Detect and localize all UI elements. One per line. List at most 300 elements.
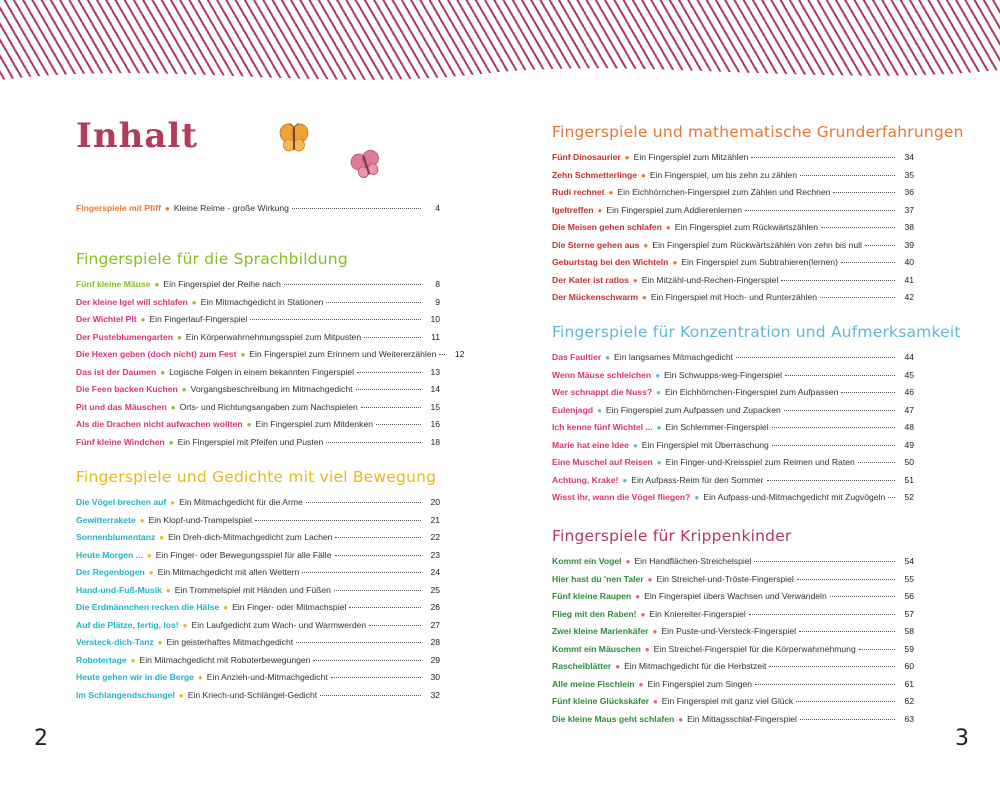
entry-page-number: 11 (431, 331, 440, 342)
entry-title: Igeltreffen (552, 204, 594, 215)
entry-description: Ein Finger- oder Bewegungsspiel für alle Fälle (155, 549, 332, 560)
entry-page-number: 52 (904, 492, 914, 502)
toc-entry[interactable] (552, 591, 914, 609)
entry-title: Zwei kleine Marienkäfer (552, 626, 649, 636)
entry-page-number: 24 (430, 567, 440, 577)
page-number-left: 2 (34, 726, 48, 751)
entry-title: Fünf kleine Glückskäfer (552, 696, 649, 706)
dot-leader (888, 497, 895, 498)
entry-page-number: 54 (904, 556, 914, 566)
entry-page-number: 14 (430, 384, 440, 394)
toc-entry[interactable] (76, 550, 440, 568)
entry-title: Eulenjagd (552, 404, 594, 415)
dot-leader (820, 297, 895, 298)
entry-page-number: 23 (430, 549, 440, 560)
entry-title: Der Regenbogen (76, 567, 145, 577)
dot-leader (799, 631, 895, 632)
entry-title: Der Mückenschwarm (552, 292, 638, 302)
entry-page-number: 15 (430, 401, 440, 412)
section-krippenkinder (552, 527, 914, 731)
entry-title: Ich kenne fünf Wichtel ... (552, 422, 653, 432)
bullet-dot-icon: ● (665, 223, 671, 232)
entry-description: Ein Fingerlauf-Fingerspiel (149, 314, 248, 324)
toc-entry[interactable] (76, 314, 440, 332)
entry-title: Gewitterrakete (76, 514, 136, 525)
entry-description: Kleine Reime - große Wirkung (173, 203, 289, 213)
toc-entry[interactable] (552, 222, 914, 240)
toc-entry[interactable] (552, 574, 914, 592)
dot-leader (830, 596, 895, 597)
entry-page-number: 34 (904, 152, 914, 162)
entry-title: Heute Morgen ... (76, 549, 143, 560)
entry-description: Ein geisterhaftes Mitmachgedicht (166, 637, 294, 647)
toc-entry[interactable] (76, 567, 440, 585)
toc-entry[interactable] (76, 332, 440, 350)
section-heading: Fingerspiele für Konzentration und Aufmerksamkeit (552, 323, 961, 341)
entry-title: Die Vögel brechen auf (76, 497, 167, 507)
bullet-dot-icon: ● (165, 585, 171, 595)
section-mathematik (552, 123, 964, 310)
entry-page-number: 51 (904, 474, 914, 485)
entry-page-number: 58 (904, 626, 914, 636)
entry-title: Wisst ihr, wann die Vögel fliegen? (552, 492, 691, 502)
entry-page-number: 57 (904, 608, 914, 619)
bullet-dot-icon: ● (597, 405, 602, 415)
entry-title: Fingerspiele mit Pfiff (76, 203, 161, 213)
entry-page-number: 20 (430, 497, 440, 507)
bullet-dot-icon: ● (632, 275, 638, 285)
entry-description: Orts- und Richtungsangaben zum Nachspielen (179, 401, 358, 412)
entry-page-number: 29 (430, 654, 440, 665)
dot-leader (772, 427, 895, 428)
entry-page-number: 27 (430, 619, 440, 630)
bullet-dot-icon: ● (656, 423, 662, 432)
entry-description: Ein Aufpass-Reim für den Sommer (631, 474, 764, 485)
dot-leader (749, 614, 895, 615)
entry-page-number: 59 (904, 643, 914, 654)
toc-entry[interactable] (76, 402, 440, 420)
entry-title: Die Feen backen Kuchen (76, 384, 178, 394)
entry-description: Ein Mittagsschlaf-Fingerspiel (687, 713, 797, 724)
bullet-dot-icon: ● (647, 574, 653, 584)
page-number-right: 3 (955, 726, 969, 751)
toc-entry[interactable] (552, 626, 914, 644)
dot-leader (357, 372, 421, 373)
entry-title: Hier hast du 'nen Taler (552, 573, 644, 584)
toc-entry[interactable] (552, 714, 914, 732)
dot-leader (785, 375, 895, 376)
dot-leader (745, 210, 895, 211)
entry-page-number: 38 (904, 222, 914, 232)
dot-leader (292, 208, 421, 209)
dot-leader (769, 666, 895, 667)
toc-entry[interactable] (552, 457, 914, 475)
dot-leader (751, 157, 895, 158)
entry-title: Geburtstag bei den Wichteln (552, 257, 669, 267)
entry-description: Ein Fingerspiel zum Rückwärtszählen von zehn bis null (652, 239, 862, 250)
section-heading: Fingerspiele und mathematische Grunderfahrungen (552, 123, 964, 141)
entry-description: Ein Mitzähl-und-Rechen-Fingerspiel (641, 274, 779, 285)
entry-page-number: 60 (904, 661, 914, 671)
entry-page-number: 37 (904, 204, 914, 215)
entry-page-number: 21 (430, 514, 440, 525)
entry-page-number: 49 (904, 439, 914, 450)
dot-leader (841, 262, 895, 263)
entry-description: Ein Fingerspiel mit ganz viel Glück (661, 696, 794, 706)
entry-page-number: 61 (904, 678, 914, 689)
entry-description: Ein Mitmachgedicht für die Herbstzeit (624, 661, 767, 671)
bullet-dot-icon: ● (624, 153, 630, 162)
entry-page-number: 42 (904, 292, 914, 302)
entry-page-number: 41 (904, 274, 914, 285)
bullet-dot-icon: ● (159, 533, 165, 542)
bullet-dot-icon: ● (146, 550, 152, 560)
toc-entry[interactable] (552, 205, 914, 223)
dot-leader (755, 684, 895, 685)
entry-description: Ein Streichel-Fingerspiel für die Körperwahrnehmung (653, 643, 856, 654)
entry-title: Eine Muschel auf Reisen (552, 457, 653, 467)
toc-entry[interactable] (552, 240, 914, 258)
toc-entry[interactable] (76, 297, 440, 315)
bullet-dot-icon: ● (197, 673, 203, 682)
section-heading: Fingerspiele und Gedichte mit viel Bewegung (76, 468, 437, 486)
toc-entry[interactable] (76, 690, 440, 708)
bullet-dot-icon: ● (608, 188, 614, 197)
toc-entry[interactable] (552, 440, 914, 458)
bullet-dot-icon: ● (176, 332, 182, 342)
dot-leader (296, 642, 421, 643)
dot-leader (736, 357, 895, 358)
entry-description: Ein Anzieh-und-Mitmachgedicht (206, 672, 328, 682)
entry-page-number: 12 (454, 349, 465, 359)
section-konzentration (552, 323, 961, 510)
bullet-dot-icon: ● (640, 609, 646, 619)
entry-page-number: 48 (904, 422, 914, 432)
section-bewegung (76, 468, 440, 707)
dot-leader (349, 607, 421, 608)
dot-leader (326, 302, 421, 303)
entry-page-number: 46 (904, 387, 914, 397)
dot-leader (833, 192, 895, 193)
entry-description: Ein Handflächen-Streichelspiel (634, 556, 752, 566)
toc-entry[interactable] (76, 672, 440, 690)
entry-title: Kommt ein Mäuschen (552, 643, 641, 654)
toc-entry[interactable] (552, 661, 914, 679)
entry-description: Ein Fingerspiel zum Rückwärtszählen (674, 222, 818, 232)
toc-entry[interactable] (76, 620, 440, 638)
bullet-dot-icon: ● (157, 638, 163, 647)
entry-title: Fünf kleine Mäuse (76, 279, 151, 289)
bullet-dot-icon: ● (140, 315, 146, 324)
bullet-dot-icon: ● (622, 475, 628, 485)
toc-entry[interactable] (552, 370, 914, 388)
entry-description: Vorgangsbeschreibung im Mitmachgedicht (190, 384, 353, 394)
bullet-dot-icon: ● (160, 367, 166, 377)
dot-leader (369, 625, 421, 626)
entry-page-number: 56 (904, 591, 914, 601)
entry-page-number: 30 (430, 672, 440, 682)
dot-leader (255, 520, 421, 521)
entry-description: Ein Mitmachgedicht mit allen Wettern (157, 567, 300, 577)
bullet-dot-icon: ● (656, 388, 661, 397)
entry-title: Das ist der Daumen (76, 366, 157, 377)
bullet-dot-icon: ● (240, 350, 246, 359)
page-title: Inhalt (76, 116, 198, 156)
bullet-dot-icon: ● (605, 353, 611, 362)
entry-title: Der Kater ist ratlos (552, 274, 629, 285)
entry-title: Der Wichtel Pit (76, 314, 137, 324)
entry-description: Ein Schwupps-weg-Fingerspiel (664, 369, 783, 380)
entry-title: Pit und das Mäuschen (76, 401, 167, 412)
entry-page-number: 13 (430, 366, 440, 377)
toc-entry[interactable] (552, 475, 914, 493)
dot-leader (361, 407, 421, 408)
toc-entry[interactable] (552, 556, 914, 574)
section-heading: Fingerspiele für Krippenkinder (552, 527, 792, 545)
entry-page-number: 39 (904, 239, 914, 250)
entry-title: Die Erdmännchen recken die Hälse (76, 602, 220, 612)
bullet-dot-icon: ● (168, 437, 174, 447)
entry-description: Ein Schlemmer-Fingerspiel (665, 422, 769, 432)
bullet-dot-icon: ● (644, 644, 650, 654)
entry-description: Ein Streichel-und-Tröste-Fingerspiel (656, 573, 794, 584)
toc-entry[interactable] (76, 637, 440, 655)
entry-title: Sonnenblumentanz (76, 532, 156, 542)
toc-entry[interactable] (552, 292, 914, 310)
entry-description: Ein Kniereiter-Fingerspiel (649, 608, 746, 619)
bullet-dot-icon: ● (652, 697, 658, 706)
toc-entry[interactable] (76, 655, 440, 673)
dot-leader (865, 245, 895, 246)
entry-page-number: 32 (430, 689, 440, 700)
entry-title: Wer schnappt die Nuss? (552, 387, 653, 397)
entry-page-number: 44 (904, 352, 914, 362)
dot-leader (800, 719, 895, 720)
dot-leader (331, 677, 421, 678)
bullet-dot-icon: ● (182, 620, 188, 630)
dot-leader (326, 442, 421, 443)
toc-entry[interactable] (76, 384, 440, 402)
entry-title: Robotertage (76, 654, 127, 665)
bullet-dot-icon: ● (638, 679, 644, 689)
entry-description: Ein Fingerspiel zum Singen (647, 678, 753, 689)
entry-title: Heute gehen wir in die Berge (76, 672, 194, 682)
section-entry-list (76, 279, 465, 454)
entry-title: Als die Drachen nicht aufwachen wollten (76, 419, 243, 429)
entry-title: Fünf Dinosaurier (552, 152, 621, 162)
dot-leader (335, 555, 422, 556)
dot-leader (821, 227, 895, 228)
dot-leader (767, 480, 895, 481)
dot-leader (376, 424, 421, 425)
pink-butterfly-icon (350, 148, 382, 180)
entry-description: Ein Aufpass-und-Mitmachgedicht mit Zugvögeln (703, 492, 886, 502)
dot-leader (250, 319, 421, 320)
toc-entry[interactable] (552, 187, 914, 205)
toc-entry[interactable] (552, 275, 914, 293)
toc-entry[interactable] (76, 203, 440, 221)
toc-entry[interactable] (552, 644, 914, 662)
entry-description: Ein Fingerspiel der Reihe nach (163, 279, 281, 289)
bullet-dot-icon: ● (170, 402, 176, 412)
toc-entry[interactable] (552, 679, 914, 697)
toc-entry[interactable] (552, 609, 914, 627)
section-entry-list (552, 152, 914, 310)
bullet-dot-icon: ● (641, 293, 647, 302)
entry-description: Ein Eichhörnchen-Fingerspiel zum Zählen und Rechnen (617, 187, 831, 197)
dot-leader (320, 695, 421, 696)
entry-page-number: 9 (435, 296, 440, 307)
dot-leader (334, 590, 421, 591)
entry-description: Ein Puste-und-Versteck-Fingerspiel (661, 626, 797, 636)
toc-entry[interactable] (76, 515, 440, 533)
entry-page-number: 63 (904, 713, 914, 724)
bullet-dot-icon: ● (130, 655, 136, 665)
entry-description: Ein Mitmachgedicht für die Arme (179, 497, 303, 507)
section-entry-list (552, 556, 914, 731)
dot-leader (364, 337, 421, 338)
entry-title: Kommt ein Vogel (552, 556, 622, 566)
dot-leader (302, 572, 421, 573)
entry-page-number: 35 (904, 169, 914, 180)
entry-description: Ein Fingerspiel zum Subtrahieren(lernen) (681, 257, 838, 267)
bullet-dot-icon: ● (672, 258, 678, 267)
entry-description: Ein Eichhörnchen-Fingerspiel zum Aufpassen (664, 387, 839, 397)
entry-description: Ein Klopf-und-Trampelspiel (148, 514, 252, 525)
bullet-dot-icon: ● (643, 240, 649, 250)
dot-leader (800, 175, 895, 176)
toc-entry[interactable] (552, 696, 914, 714)
entry-description: Logische Folgen in einem bekannten Fingerspiel (169, 366, 354, 377)
dot-leader (797, 579, 895, 580)
entry-description: Ein Kriech-und-Schlängel-Gedicht (187, 689, 318, 700)
entry-title: Die Sterne gehen aus (552, 239, 640, 250)
entry-title: Flieg mit den Raben! (552, 608, 637, 619)
intro-list (76, 203, 440, 221)
entry-page-number: 22 (430, 532, 440, 542)
bullet-dot-icon: ● (655, 370, 661, 380)
dot-leader (781, 280, 895, 281)
dot-leader (335, 537, 421, 538)
entry-description: Ein Finger-und-Kreisspiel zum Reimen und Raten (665, 457, 855, 467)
entry-title: Fünf kleine Windchen (76, 436, 165, 447)
toc-entry[interactable] (552, 387, 914, 405)
entry-title: Das Faultier (552, 352, 602, 362)
toc-entry[interactable] (76, 349, 465, 367)
dot-leader (439, 354, 445, 355)
toc-entry[interactable] (552, 352, 914, 370)
entry-description: Ein Mitmachgedicht in Stationen (200, 296, 324, 307)
bullet-dot-icon: ● (246, 420, 252, 429)
entry-page-number: 47 (904, 404, 914, 415)
bullet-dot-icon: ● (625, 557, 631, 566)
toc-entry[interactable] (552, 422, 914, 440)
entry-description: Ein Dreh-dich-Mitmachgedicht zum Lachen (168, 532, 333, 542)
bullet-dot-icon: ● (165, 204, 170, 213)
entry-page-number: 10 (430, 314, 440, 324)
bullet-dot-icon: ● (652, 627, 658, 636)
dot-leader (313, 660, 421, 661)
entry-description: Ein Finger- oder Mitmachspiel (232, 602, 347, 612)
section-entry-list (552, 352, 914, 510)
entry-title: Versteck-dich-Tanz (76, 637, 154, 647)
entry-title: Zehn Schmetterlinge (552, 169, 637, 180)
section-sprachbildung (76, 250, 465, 454)
dot-leader (796, 701, 895, 702)
dot-leader (356, 389, 421, 390)
entry-description: Ein Fingerspiel zum Addierenlernen (606, 204, 743, 215)
dot-leader (284, 284, 421, 285)
entry-page-number: 28 (430, 637, 440, 647)
entry-title: Fünf kleine Raupen (552, 591, 632, 601)
toc-entry[interactable] (76, 437, 440, 455)
toc-entry[interactable] (76, 532, 440, 550)
entry-description: Ein Fingerspiel, um bis zehn zu zählen (649, 169, 797, 180)
bullet-dot-icon: ● (223, 603, 229, 612)
dot-leader (858, 462, 895, 463)
toc-entry[interactable] (552, 170, 914, 188)
toc-entry[interactable] (76, 279, 440, 297)
entry-description: Ein Fingerspiel übers Wachsen und Verwandeln (644, 591, 827, 601)
entry-description: Ein Körperwahrnehmungsspiel zum Mitpusten (185, 331, 362, 342)
bullet-dot-icon: ● (178, 690, 184, 700)
bullet-dot-icon: ● (170, 498, 176, 507)
toc-entry[interactable] (76, 419, 440, 437)
bullet-dot-icon: ● (678, 714, 684, 724)
orange-butterfly-icon (278, 122, 310, 154)
toc-entry[interactable] (552, 405, 914, 423)
toc-entry[interactable] (552, 257, 914, 275)
entry-description: Ein Fingerspiel mit Überraschung (641, 439, 769, 450)
bullet-dot-icon: ● (632, 440, 638, 450)
entry-title: Die kleine Maus geht schlafen (552, 713, 675, 724)
entry-title: Rudi rechnet (552, 187, 605, 197)
intro-entry-block (76, 203, 440, 221)
entry-description: Ein Laufgedicht zum Wach- und Warmwerden (191, 619, 367, 630)
entry-page-number: 50 (904, 457, 914, 467)
entry-description: Ein Mitmachgedicht mit Roboterbewegungen (139, 654, 311, 665)
entry-title: Auf die Plätze, fertig, los! (76, 619, 179, 630)
toc-entry[interactable] (552, 492, 914, 510)
bullet-dot-icon: ● (694, 493, 700, 502)
toc-entry[interactable] (552, 152, 914, 170)
entry-title: Im Schlangendschungel (76, 689, 175, 700)
entry-page-number: 8 (435, 279, 440, 289)
entry-title: Wenn Mäuse schleichen (552, 369, 652, 380)
entry-page-number: 40 (904, 257, 914, 267)
toc-entry[interactable] (76, 585, 440, 603)
entry-title: Der kleine Igel will schlafen (76, 296, 188, 307)
dot-leader (754, 561, 895, 562)
toc-entry[interactable] (76, 367, 440, 385)
entry-description: Ein Fingerspiel mit Pfeifen und Pusten (177, 436, 324, 447)
entry-page-number: 62 (904, 696, 914, 706)
bullet-dot-icon: ● (597, 205, 603, 215)
entry-title: Hand-und-Fuß-Musik (76, 584, 162, 595)
section-heading: Fingerspiele für die Sprachbildung (76, 250, 348, 268)
entry-title: Raschelblätter (552, 661, 612, 671)
entry-description: Ein Fingerspiel zum Mitzählen (633, 152, 749, 162)
entry-page-number: 55 (904, 573, 914, 584)
entry-description: Ein Fingerspiel zum Erinnern und Weitererzählen (249, 349, 437, 359)
toc-entry[interactable] (76, 497, 440, 515)
entry-description: Ein langsames Mitmachgedicht (614, 352, 733, 362)
toc-entry[interactable] (76, 602, 440, 620)
dot-leader (859, 649, 895, 650)
entry-page-number: 16 (430, 419, 440, 429)
entry-title: Achtung, Krake! (552, 474, 619, 485)
entry-page-number: 45 (904, 369, 914, 380)
